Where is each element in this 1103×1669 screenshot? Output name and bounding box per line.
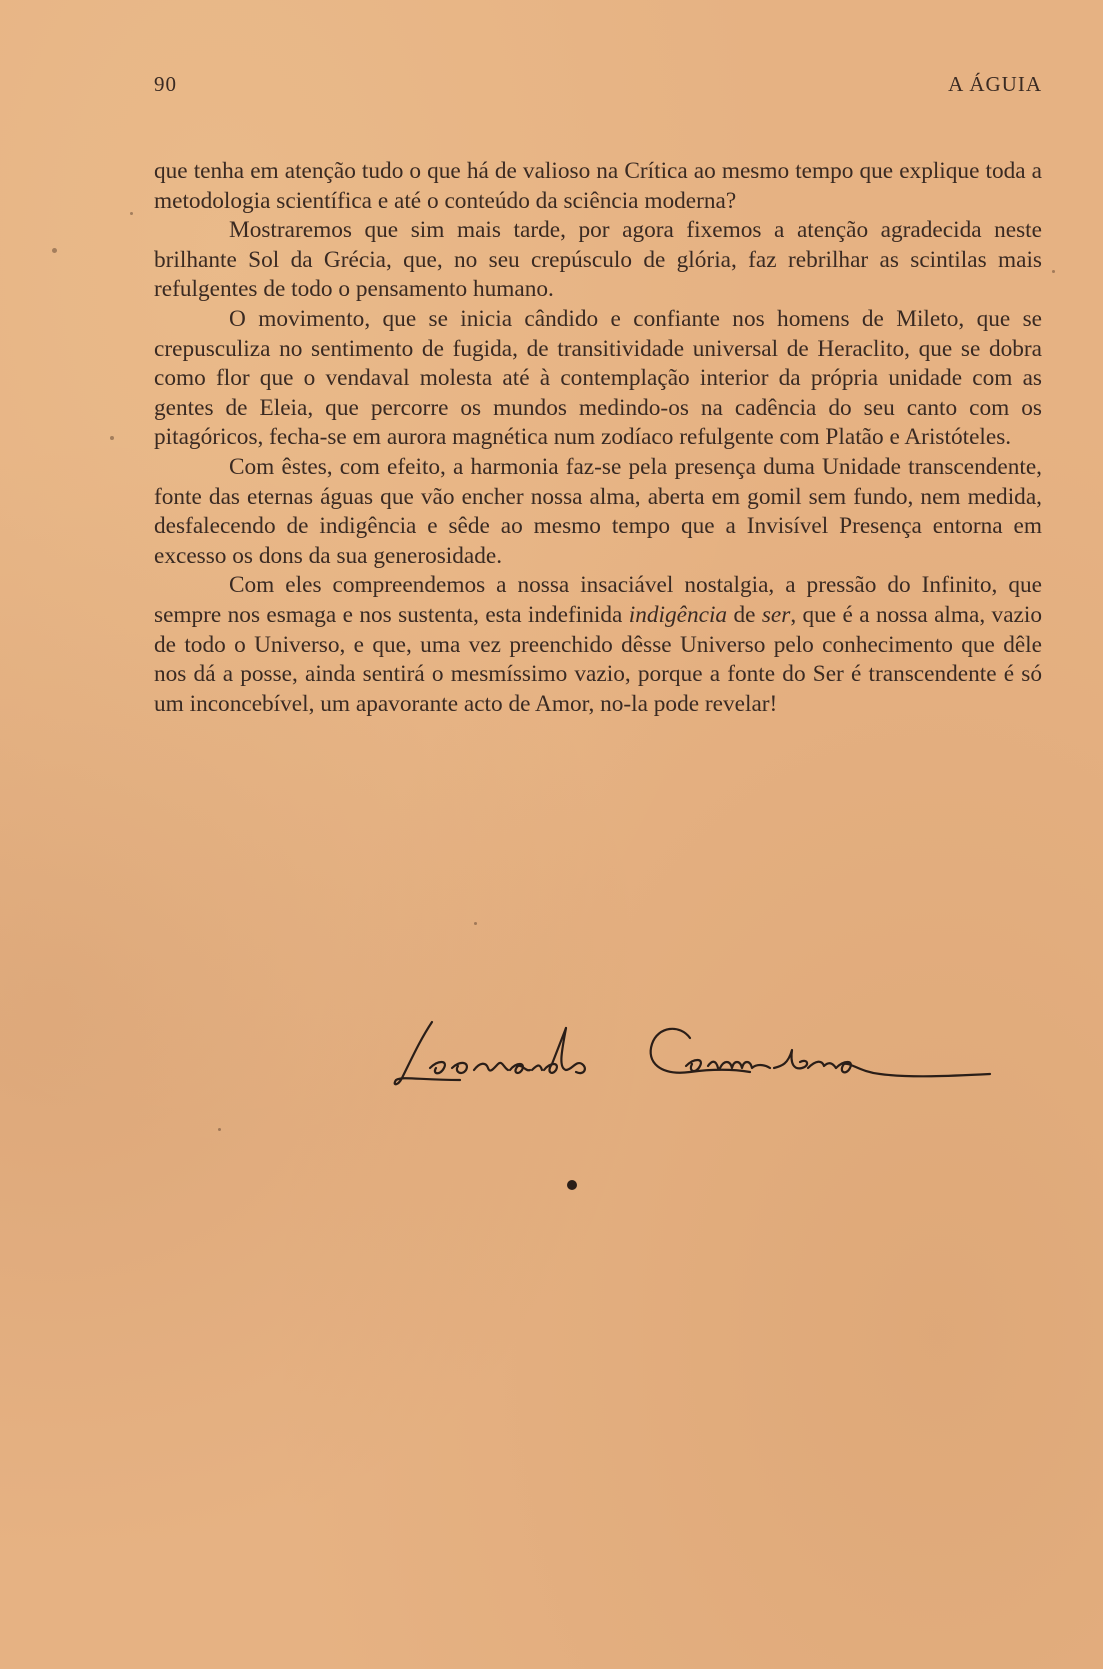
- paragraph-5-part-1: Com eles compreendemos a nossa insaciável nostalgia, a pressão do Infinito, que sempre nos esmaga e nos sustenta, esta indefinida: [154, 572, 1042, 628]
- paragraph-5: [154, 571, 1042, 719]
- paper-speck: [218, 1128, 221, 1131]
- paragraph-4: Com êstes, com efeito, a harmonia faz-se pela presença duma Unidade transcendente, fonte das eternas águas que vão encher nossa alma, aberta em gomil sem fundo, nem medida, desfalecendo de indigência e sêde ao mesmo tempo que a Invisível Presença entorna em excesso os dons da sua generosidade.: [154, 453, 1042, 569]
- paragraph-5-part-3: , que é a nossa alma, vazio de todo o Universo, e que, uma vez preenchido dêsse Universo pelo conhecimento que dêle nos dá a posse, ainda sentirá o mesmíssimo vazio, porque a fonte do Ser é transcendente é só um inconcebível, um apavorante acto de Amor, no-la pode revelar!: [154, 601, 1043, 717]
- paragraph-2: Mostraremos que sim mais tarde, por agora fixemos a atenção agradecida neste brilhante Sol da Grécia, que, no seu crepúsculo de glória, faz rebrilhar as scintilas mais refulgentes de todo o pensamento humano.: [154, 217, 1042, 303]
- paper-speck: [130, 212, 133, 215]
- end-ornament: [567, 1180, 577, 1190]
- paragraph-5-italic-2: ser: [761, 601, 791, 628]
- journal-title: A ÁGUIA: [948, 72, 1042, 96]
- paragraph-1: que tenha em atenção tudo o que há de valioso na Crítica ao mesmo tempo que explique toda a metodologia scientífica e até o conteúdo da sciência moderna?: [154, 158, 1042, 214]
- paper-speck: [474, 922, 477, 925]
- paragraph-5-italic-1: indigência: [628, 601, 728, 628]
- article-body: [154, 157, 1042, 719]
- running-header: [154, 72, 1042, 98]
- paper-speck: [1052, 270, 1055, 273]
- paper-speck: [52, 248, 57, 253]
- author-signature: [390, 1020, 1050, 1090]
- paragraph-5-part-2: de: [727, 601, 762, 628]
- paper-speck: [110, 436, 114, 440]
- paragraph-3: O movimento, que se inicia cândido e confiante nos homens de Mileto, que se crepusculiza no sentimento de fugida, de transitividade universal de Heraclito, que se dobra como flor que o vendaval molesta até à contemplação interior da própria unidade com as gentes de Eleia, que percorre os mundos medindo-os na cadência do seu canto com os pitagóricos, fecha-se em aurora magnética num zodíaco refulgente com Platão e Aristóteles.: [154, 305, 1042, 451]
- page-number: 90: [154, 72, 177, 96]
